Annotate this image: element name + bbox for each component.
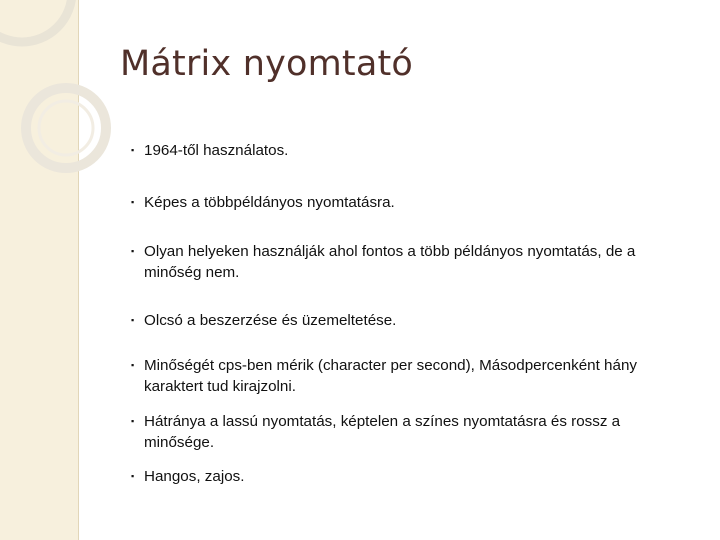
bullet-item: [131, 411, 691, 453]
side-decor-panel: [0, 0, 79, 540]
bullet-item: [131, 192, 691, 213]
bullet-item: [131, 310, 691, 331]
bullet-item: [131, 140, 691, 161]
bullet-marker: ▪: [131, 197, 135, 207]
bullet-marker: ▪: [131, 246, 135, 256]
bullet-marker: ▪: [131, 471, 135, 481]
bullet-text: 1964-től használatos.: [144, 142, 289, 159]
bullet-marker: ▪: [131, 416, 135, 426]
bullet-text: Hátránya a lassú nyomtatás, képtelen a színes nyomtatásra és rossz a minősége.: [144, 413, 621, 451]
bullet-text: Hangos, zajos.: [144, 468, 245, 485]
bullet-item: [131, 466, 691, 487]
bullet-text: Olyan helyeken használják ahol fontos a több példányos nyomtatás, de a minőség nem.: [144, 243, 636, 281]
bullet-marker: ▪: [131, 145, 135, 155]
bullet-text: Olcsó a beszerzése és üzemeltetése.: [144, 312, 397, 329]
bullet-text: Képes a többpéldányos nyomtatásra.: [144, 194, 395, 211]
bullet-item: [131, 355, 691, 397]
bullet-text: Minőségét cps-ben mérik (character per second), Másodpercenként hány karaktert tud kirajzolni.: [144, 357, 637, 395]
bullet-marker: ▪: [131, 360, 135, 370]
bullet-item: [131, 241, 691, 283]
slide-title: Mátrix nyomtató: [120, 44, 414, 84]
bullet-marker: ▪: [131, 315, 135, 325]
